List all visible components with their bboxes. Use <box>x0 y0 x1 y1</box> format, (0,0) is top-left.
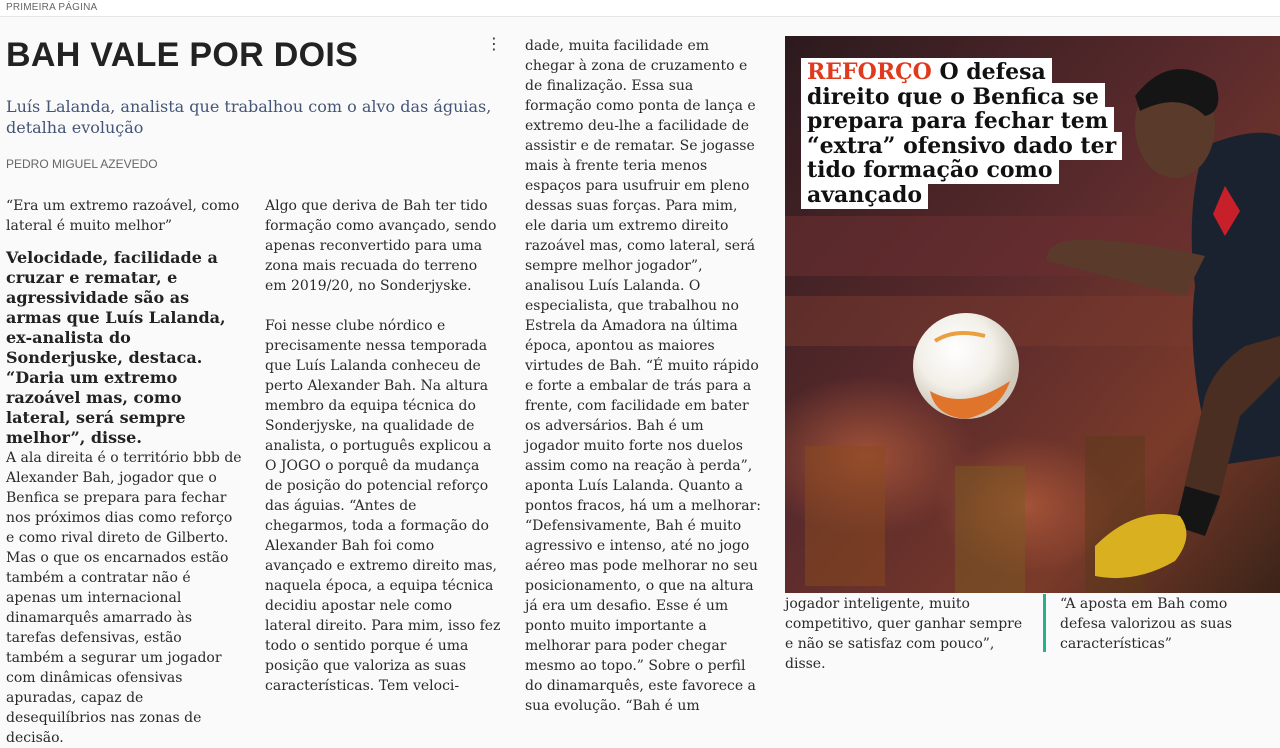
article-subtitle: Luís Lalanda, analista que trabalhou com o alvo das águias, detalha evolução <box>6 97 492 137</box>
article-author: PEDRO MIGUEL AZEVEDO <box>6 157 158 171</box>
article-column-4 <box>785 594 1030 674</box>
article-column-1 <box>6 196 242 748</box>
article-body-paragraph: dade, muita facilidade em chegar à zona de cruzamento e de finalização. Essa sua formação como ponta de lança e extremo deu-lhe a facilidade de assistir e de rematar. Se jogasse mais à frente teria menos espaços para usufruir em pleno dessas suas forças. Para mim, ele daria um extremo direito razoável mas, como lateral, será sempre melhor jogador”, analisou Luís Lalanda. O especialista, que trabalhou no Estrela da Amadora na última época, apontou as maiores virtudes de Bah. “É muito rápido e forte a embalar de trás para a frente, com facilidade em bater os adversários. Bah é um jogador muito forte nos duelos assim como na reação à perda”, aponta Luís Lalanda. Quanto a pontos fracos, há um a melhorar: “Defensivamente, Bah é muito agressivo e intenso, até no jogo aéreo mas pode melhorar no seu posicionamento, o que na altura já era um desafio. Esse é um ponto muito importante a melhorar para poder chegar mesmo ao topo.” Sobre o perfil do dinamarquês, este favorece a sua evolução. “Bah é um <box>525 38 761 714</box>
caption-tag: REFORÇO <box>807 59 932 85</box>
page-title: BAH VALE POR DOIS <box>6 36 359 74</box>
article-body-paragraph: jogador inteligente, muito competitivo, quer ganhar sempre e não se satisfaz com pouco”, disse. <box>785 596 1023 672</box>
article-column-3 <box>525 36 761 716</box>
article-column-2 <box>265 196 501 696</box>
article-body-paragraph: A ala direita é o território bbb de Alexander Bah, jogador que o Benfica se prepara para fechar nos próximos dias como reforço e como rival direto de Gilberto. Mas o que os encarnados estão também a contratar não é apenas um internacional dinamarquês amarrado às tarefas defensivas, estão também a segurar um jogador com dinâmicas ofensivas apuradas, capaz de desequilíbrios nas zonas de decisão. <box>6 450 242 746</box>
intro-quote: “Era um extremo razoável, como lateral é muito melhor” <box>6 198 240 234</box>
top-bar <box>0 0 1280 17</box>
article-body-paragraph: Algo que deriva de Bah ter tido formação como avançado, sendo apenas reconvertido para uma zona mais recuada do terreno em 2019/20, no Sonderjyske. <box>265 198 497 294</box>
photo-caption <box>801 60 1117 207</box>
pull-quote: “A aposta em Bah como defesa valorizou as suas características” <box>1043 594 1273 652</box>
article-body-paragraph: Foi nesse clube nórdico e precisamente nessa temporada que Luís Lalanda conheceu de perto Alexander Bah. Na altura membro da equipa técnica do Sonderjyske, na qualidade de analista, o português explicou a O JOGO o porquê da mudança de posição do potencial reforço das águias. “Antes de chegarmos, toda a formação do Alexander Bah foi como avançado e extremo direito mas, naquela época, a equipa técnica decidiu apostar nele como lateral direito. Para mim, isso fez todo o sentido porque é uma posição que valoriza as suas características. Tem veloci- <box>265 318 501 694</box>
more-options-icon[interactable]: ⋮ <box>486 34 502 53</box>
caption-text: O defesa direito que o Benfica se prepara para fechar tem “extra” ofensivo dado ter tido formação como avançado <box>807 59 1117 208</box>
section-label: PRIMEIRA PÁGINA <box>6 2 98 13</box>
article-lead: Velocidade, facilidade a cruzar e rematar, e agressividade são as armas que Luís Lalanda, ex-analista do Sonderjuske, destaca. “Daria um extremo razoável mas, como lateral, será sempre melhor”, disse. <box>6 248 226 447</box>
